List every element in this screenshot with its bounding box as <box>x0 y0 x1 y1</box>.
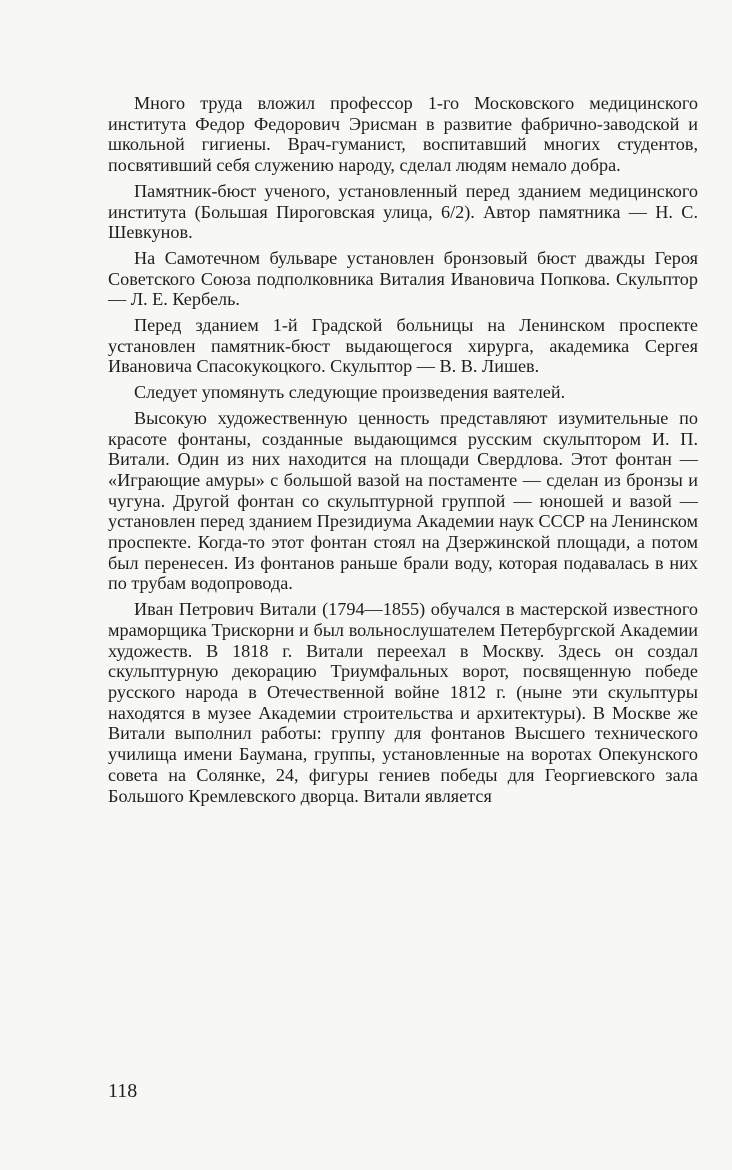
paragraph-spasokukotsky: Перед зданием 1-й Градской больницы на Ленинском проспекте установлен памятник-бюст выдающегося хирурга, академика Сергея Ивановича Спасокукоцкого. Скульптор — В. В. Лишев. <box>108 315 698 377</box>
body-text <box>108 93 698 811</box>
paragraph-fountains: Высокую художественную ценность представляют изумительные по красоте фонтаны, созданные выдающимся русским скульптором И. П. Витали. Один из них находится на площади Свердлова. Этот фонтан — «Играющие амуры» с большой вазой на постаменте — сделан из бронзы и чугуна. Другой фонтан со скульптурной группой — юношей и вазой — установлен перед зданием Президиума Академии наук СССР на Ленинском проспекте. Когда-то этот фонтан стоял на Дзержинской площади, а потом был перенесен. Из фонтанов раньше брали воду, которая подавалась в них по трубам водопровода. <box>108 407 698 594</box>
paragraph-erisman: Много труда вложил профессор 1-го Московского медицинского института Федор Федорович Эрисман в развитие фабрично-заводской и школьной гигиены. Врач-гуманист, воспитавший многих студентов, посвятивший себя служению народу, сделал людям немало добра. <box>108 93 698 176</box>
page-number: 118 <box>108 1080 138 1102</box>
paragraph-vitali-biography: Иван Петрович Витали (1794—1855) обучался в мастерской известного мраморщика Трискорни и был вольнослушателем Петербургской Академии художеств. В 1818 г. Витали переехал в Москву. Здесь он создал скульптурную декорацию Триумфальных ворот, посвященную победе русского народа в Отечественной войне 1812 г. (ныне эти скульптуры находятся в музее Академии строительства и архитектуры). В Москве же Витали выполнил работы: группу для фонтанов Высшего технического училища имени Баумана, группы, установленные на воротах Опекунского совета на Солянке, 24, фигуры гениев победы для Георгиевского зала Большого Кремлевского дворца. Витали является <box>108 599 698 806</box>
paragraph-erisman-monument: Памятник-бюст ученого, установленный перед зданием медицинского института (Большая Пироговская улица, 6/2). Автор памятника — Н. С. Шевкунов. <box>108 180 698 243</box>
paragraph-popkov: На Самотечном бульваре установлен бронзовый бюст дважды Героя Советского Союза подполковника Виталия Ивановича Попкова. Скульптор — Л. Е. Кербель. <box>108 247 698 310</box>
paragraph-sculptors-intro: Следует упомянуть следующие произведения ваятелей. <box>134 382 566 403</box>
